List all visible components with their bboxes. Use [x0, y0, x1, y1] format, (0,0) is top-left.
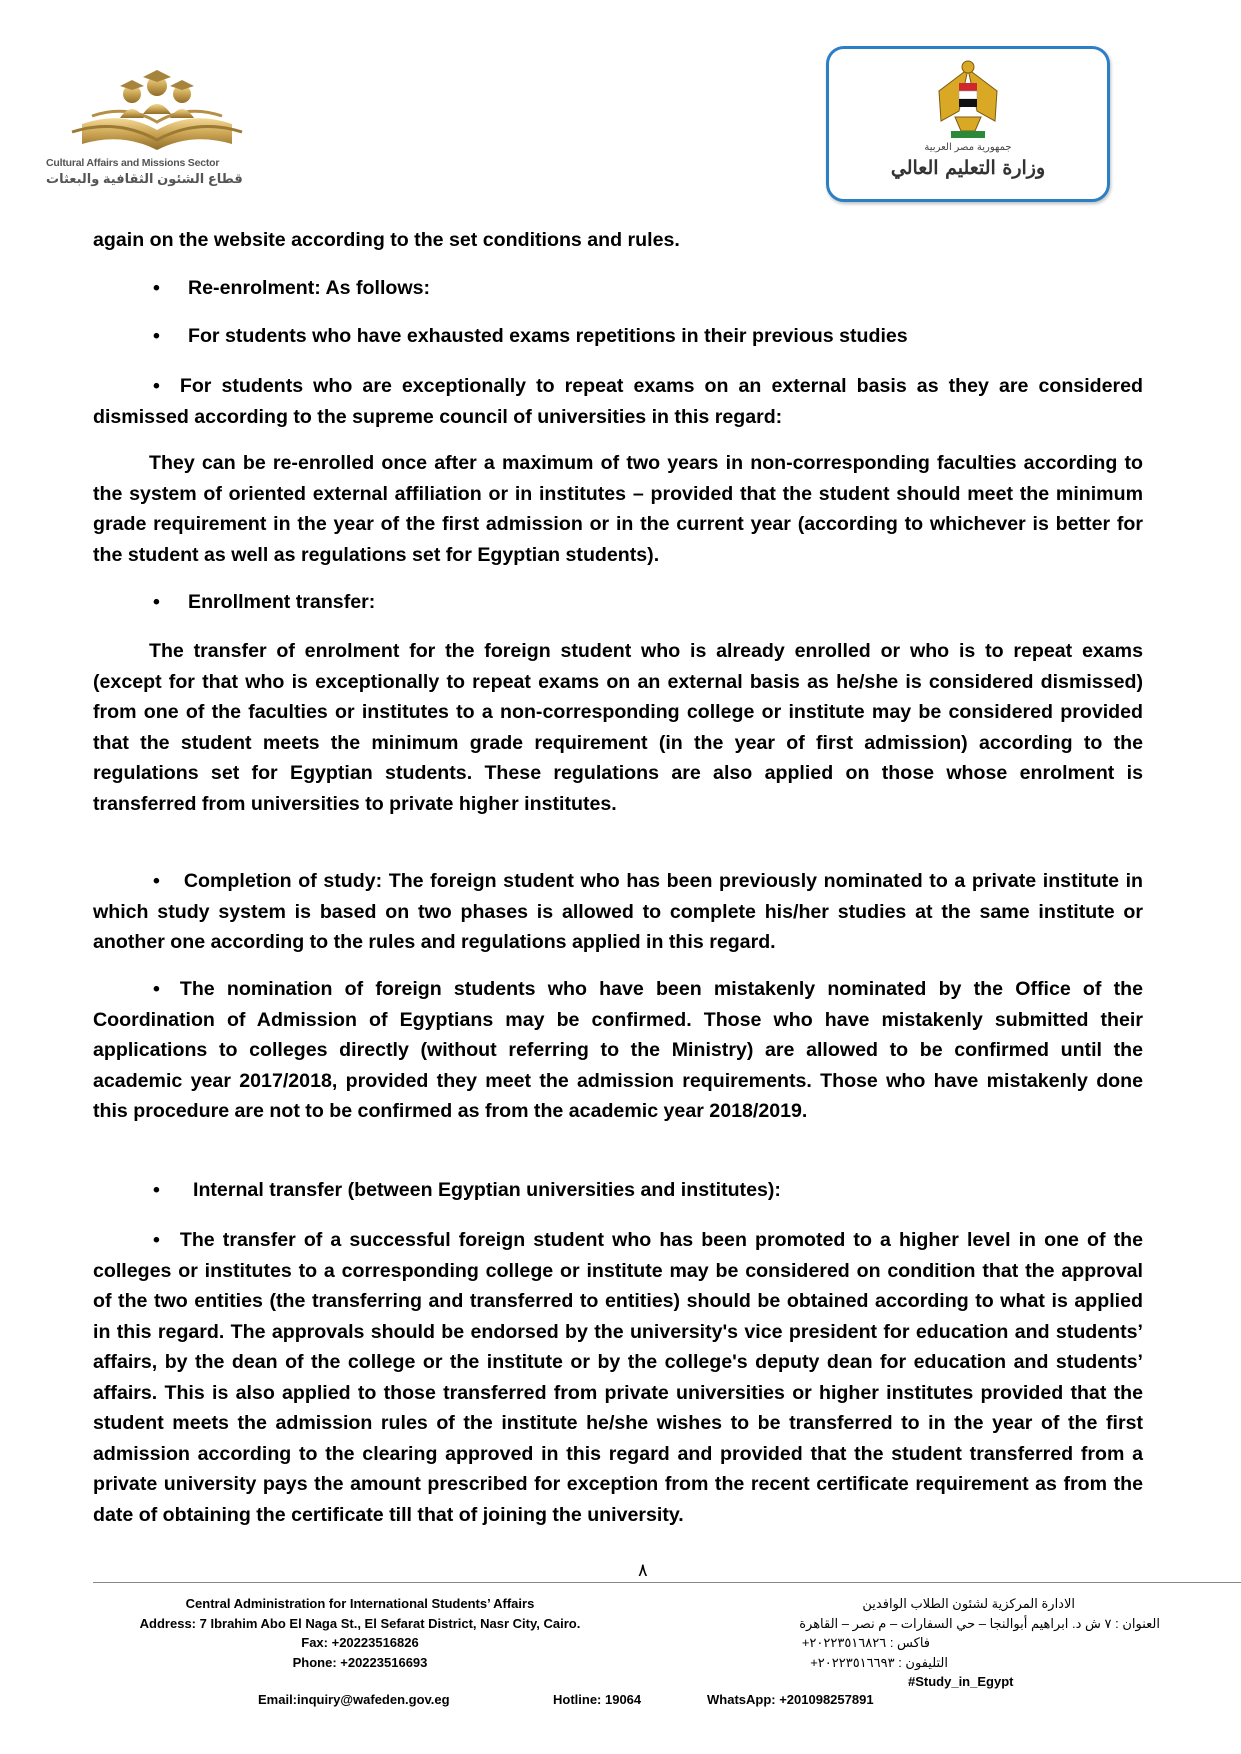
page-number: ٨ [638, 1560, 648, 1581]
bullet-text: Enrollment transfer: [188, 591, 376, 613]
logo-caption-english: Cultural Affairs and Missions Sector [46, 157, 220, 169]
bullet-dot: • [153, 375, 160, 397]
cultural-affairs-logo [42, 52, 272, 192]
footer-hotline: Hotline: 19064 [553, 1692, 642, 1707]
footer-admin-title: Central Administration for International Students’ Affairs [185, 1596, 535, 1611]
logo-caption-arabic: قطاع الشئون الثقافية والبعثات [46, 171, 243, 186]
footer-english-block [90, 1594, 630, 1672]
footer-fax: Fax: +20223516826 [301, 1635, 419, 1650]
paragraph-re-enrolled: They can be re-enrolled once after a maximum of two years in non-corresponding faculties according to the system of oriented external affiliation or in institutes – provided that the student should meet the minimum grade requirement in the year of the first admission or in the current year (according to whichever is better for the student as well as regulations set for Egyptian students). [93, 452, 1143, 566]
bullet-exhausted-repetitions [0, 321, 1241, 352]
bullet-re-enrolment [0, 273, 1241, 304]
bullet-dot: • [153, 325, 160, 347]
bullet-dot: • [153, 978, 160, 1000]
bullet-external-basis [93, 371, 1143, 432]
footer-arabic-phone: التليفون : ٢٠٢٢٣٥١٦٦٩٣+ [810, 1654, 948, 1670]
graduation-book-icon [42, 52, 272, 157]
bullet-text: The transfer of a successful foreign student who has been promoted to a higher level in one of the colleges or institutes to a corresponding college or institute may be considered on condition that the approval of the two entities (the transferring and transferred to entities) should be obtained according to what is applied in this regard. The approvals should be endorsed by the university's vice president for education and students’ affairs, by the dean of the college or the institute or by the college's deputy dean for education and students’ affairs. This is also applied to those transferred from private universities or higher institutes provided that the student meets the admission rules of the institute he/she wishes to be transferred to in the year of the first admission according to the clearing approved in this regard and provided that the student transferred from a private university pays the amount prescribed for exception from the recent certificate requirement as from the date of obtaining the certificate till that of joining the university. [93, 1229, 1143, 1526]
footer-email-text[interactable]: Email:inquiry@wafeden.gov.eg [258, 1692, 450, 1707]
bullet-successful-student-transfer [93, 1225, 1143, 1530]
footer-whatsapp: WhatsApp: +201098257891 [707, 1692, 874, 1707]
egyptian-eagle-emblem-icon [829, 51, 1107, 146]
footer-arabic-fax: فاكس : ٢٠٢٢٣٥١٦٨٢٦+ [801, 1635, 930, 1650]
footer-address: Address: 7 Ibrahim Abo El Naga St., El Sefarat District, Nasr City, Cairo. [139, 1615, 581, 1631]
bullet-text: The nomination of foreign students who have been mistakenly nominated by the Office of the Coordination of Admission of Egyptians may be confirmed. Those who have mistakenly submitted their applications to colleges directly (without referring to the Ministry) are allowed to be confirmed until the academic year 2017/2018, provided they meet the admission requirements. Those who have mistakenly done this procedure are not to be confirmed as from the academic year 2018/2019. [93, 978, 1143, 1122]
bullet-text: Internal transfer (between Egyptian universities and institutes): [193, 1179, 781, 1201]
bullet-dot: • [153, 277, 160, 299]
footer-phone: Phone: +20223516693 [292, 1654, 428, 1670]
bullet-nomination [93, 974, 1143, 1127]
footer-arabic-address: العنوان : ٧ ش د. ابراهيم أبوالنجا – حي السفارات – م نصر – القاهرة [799, 1615, 1160, 1631]
bullet-dot: • [153, 1229, 160, 1251]
bullet-enrollment-transfer [0, 587, 1241, 618]
bullet-dot: • [153, 591, 160, 613]
bullet-dot: • [153, 1179, 160, 1201]
bullet-text: For students who have exhausted exams repetitions in their previous studies [188, 325, 908, 347]
footer-arabic-title: الادارة المركزية لشئون الطلاب الوافدين [862, 1596, 1075, 1611]
footer-arabic-block [760, 1594, 1160, 1692]
footer-divider [93, 1582, 1241, 1583]
bullet-text: Re-enrolment: As follows: [188, 277, 431, 299]
bullet-text: Completion of study: The foreign student who has been previously nominated to a private institute in which study system is based on two phases is allowed to complete his/her studies at the same institute or another one according to the rules and regulations applied in this regard. [93, 870, 1143, 953]
bullet-completion-of-study [93, 866, 1143, 958]
footer-email[interactable] [258, 1690, 450, 1710]
ministry-name: وزارة التعليم العالي [890, 157, 1046, 179]
bullet-dot: • [153, 870, 160, 892]
paragraph-enrolment-transfer: The transfer of enrolment for the foreign student who is already enrolled or who is to repeat exams (except for that who is exceptionally to repeat exams on an external basis as he/she is considered dismissed) from one of the faculties or institutes to a non-corresponding college or institute may be considered provided that the student meets the minimum grade requirement (in the year of first admission) according to the regulations set for Egyptian students. These regulations are also applied on those whose enrolment is transferred from universities to private higher institutes. [93, 640, 1143, 815]
bullet-internal-transfer [0, 1175, 1241, 1206]
paragraph-continuation: again on the website according to the set conditions and rules. [93, 229, 680, 251]
bullet-text: For students who are exceptionally to repeat exams on an external basis as they are considered dismissed according to the supreme council of universities in this regard: [93, 375, 1143, 428]
ministry-logo-box [826, 46, 1110, 202]
ministry-country-name: جمهورية مصر العربية [924, 142, 1012, 153]
footer-hashtag[interactable]: #Study_in_Egypt [908, 1674, 1014, 1689]
